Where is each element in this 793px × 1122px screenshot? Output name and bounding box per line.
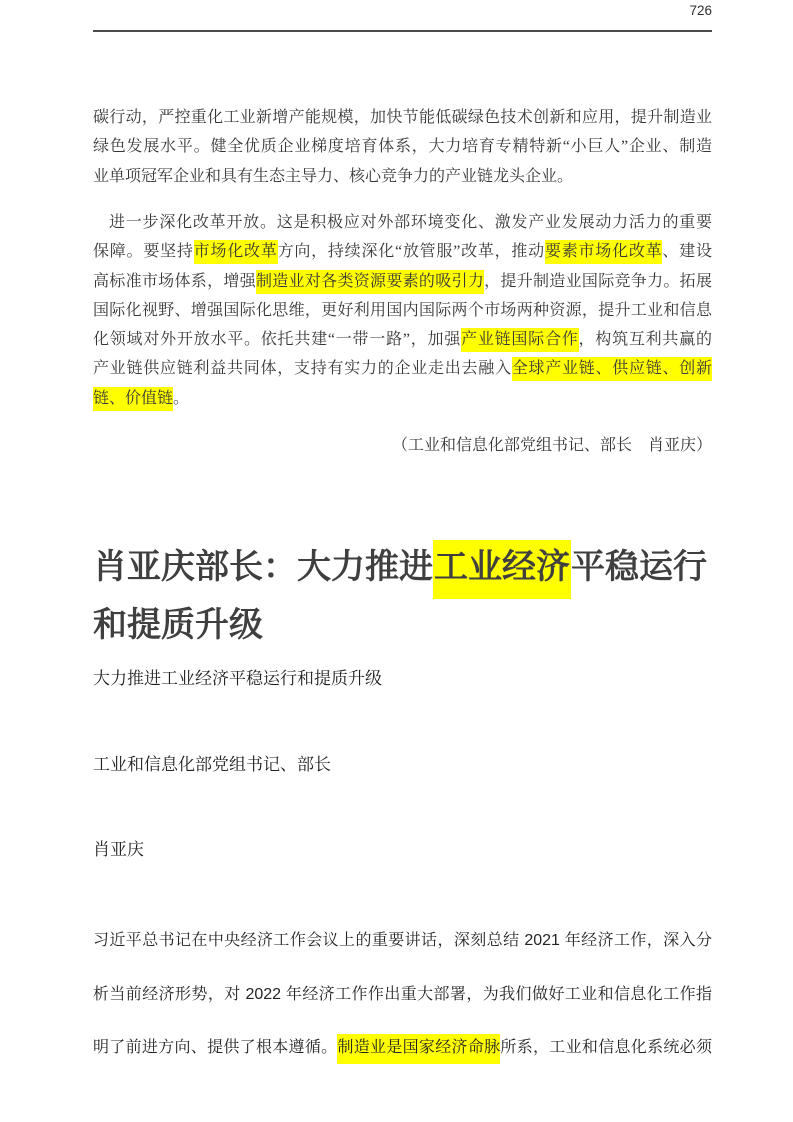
- text-run: 、建设: [662, 243, 712, 261]
- text-line: [93, 1021, 712, 1075]
- author-name: 肖亚庆: [93, 840, 144, 859]
- body-paragraph-reform-opening: [93, 208, 712, 413]
- text-run: 习近平总书记在中央经济工作会议上的重要讲话，深刻总结 2021 年经济工作，深入分: [93, 932, 712, 949]
- text-run: ，提升制造业国际竞争力。拓展: [484, 272, 712, 290]
- text-line: [93, 162, 712, 191]
- text-run: ，构筑互利共赢的: [578, 331, 712, 349]
- author-byline-title: 工业和信息化部党组书记、部长: [93, 755, 331, 774]
- page-number: 726: [689, 3, 712, 18]
- text-run: 业单项冠军企业和具有生态主导力、核心竞争力的产业链龙头企业。: [93, 167, 574, 185]
- text-line: [93, 384, 712, 413]
- highlighted-text: 要素市场化改革: [545, 240, 662, 264]
- text-line: [93, 968, 712, 1022]
- text-run: 化领域对外开放水平。依托共建“一带一路”，加强: [93, 331, 462, 349]
- body-paragraph-carbon-actions: [93, 103, 712, 191]
- text-line: [93, 325, 712, 354]
- article-subtitle: 大力推进工业经济平稳运行和提质升级: [93, 669, 382, 688]
- text-line: [93, 914, 712, 968]
- text-run: 析当前经济形势，对 2022 年经济工作作出重大部署，为我们做好工业和信息化工作指: [93, 985, 712, 1003]
- body-paragraph-speech-summary: [93, 914, 712, 1075]
- text-line: [93, 596, 712, 654]
- highlighted-text: 工业经济: [433, 540, 571, 599]
- text-line: [93, 538, 712, 596]
- highlighted-text: 制造业是国家经济命脉: [337, 1034, 500, 1064]
- article-title: [93, 538, 712, 654]
- text-run: 。: [173, 389, 190, 407]
- text-run: 方向，持续深化“放管服”改革，推动: [277, 243, 545, 261]
- text-line: [93, 237, 712, 266]
- text-run: 所系，工业和信息化系统必须: [500, 1039, 712, 1056]
- text-line: [93, 132, 712, 161]
- text-line: [93, 103, 712, 132]
- text-run: 碳行动，严控重化工业新增产能规模，加快节能低碳绿色技术创新和应用，提升制造业: [93, 109, 712, 126]
- header-rule-divider: [93, 30, 712, 32]
- highlighted-text: 产业链国际合作: [461, 328, 578, 352]
- highlighted-text: 市场化改革: [194, 240, 278, 264]
- text-run: 保障。要坚持: [93, 243, 194, 261]
- attribution-line: （工业和信息化部党组书记、部长 肖亚庆）: [391, 437, 712, 454]
- highlighted-text: 制造业对各类资源要素的吸引力: [256, 270, 484, 294]
- text-run: 平稳运行: [571, 548, 707, 586]
- text-run: 绿色发展水平。健全优质企业梯度培育体系，大力培育专精特新“小巨人”企业、制造: [93, 138, 712, 156]
- text-run: 和提质升级: [93, 606, 263, 644]
- text-line: [93, 354, 712, 383]
- text-line: [93, 296, 712, 325]
- highlighted-text: 链、价值链: [93, 387, 173, 411]
- text-line: [93, 208, 712, 237]
- text-run: 国际化视野、增强国际化思维，更好利用国内国际两个市场两种资源，提升工业和信息: [93, 301, 712, 319]
- text-run: 肖亚庆部长：大力推进: [93, 548, 433, 586]
- highlighted-text: 全球产业链、供应链、创新: [512, 357, 712, 381]
- text-run: 产业链供应链利益共同体，支持有实力的企业走出去融入: [93, 360, 512, 378]
- text-run: 明了前进方向、提供了根本遵循。: [93, 1039, 338, 1056]
- text-run: 高标准市场体系，增强: [93, 272, 256, 290]
- text-line: [93, 267, 712, 296]
- text-run: 进一步深化改革开放。这是积极应对外部环境变化、激发产业发展动力活力的重要: [109, 214, 712, 231]
